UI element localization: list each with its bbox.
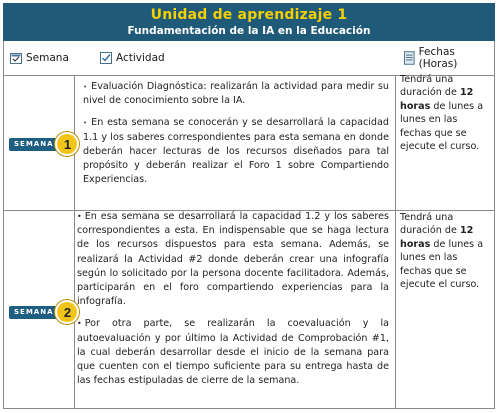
unit-subtitle: Fundamentación de la IA en la Educación <box>127 25 371 37</box>
list-item: • Por otra parte, se realizarán la coevaluación y la autoevaluación y por último la Actividad de Comprobación #1, la cual deberán desarrollar desde el inicio de la semana para que cuenten con el tiempo suficiente para su entrega hasta de las fechas estipuladas de cierre de la semana. <box>77 318 389 387</box>
activity-cell-week-1 <box>83 80 389 187</box>
bullet-icon: • <box>83 119 88 128</box>
activity-cell-week-2 <box>77 210 389 388</box>
week-badge-label: SEMANA <box>9 138 58 151</box>
bullet-icon: • <box>83 83 88 91</box>
checklist-icon <box>100 52 112 64</box>
week-badge-label: SEMANA <box>9 306 58 319</box>
week-badge-1 <box>9 132 79 156</box>
week-badge-number: 1 <box>55 132 79 156</box>
week-badge-number: 2 <box>55 300 79 324</box>
list-item: • Evaluación Diagnóstica: realizarán la actividad para medir su nivel de conocimiento sobre la IA. <box>83 81 389 107</box>
bullet-icon: • <box>77 212 82 221</box>
list-item: • En esa semana se desarrollará la capacidad 1.2 y los saberes correspondientes a esta. En indispensable que se haga lectura de los recursos dispuestos para esta semana. Además, se realizará la Actividad #2 donde deberán crear una infografía según lo solicitado por la persona docente facilitadora. Además, participarán en el foro compartiendo experiencias para la infografía. <box>77 211 389 308</box>
divider <box>74 75 75 409</box>
header-semana-label: Semana <box>26 52 69 64</box>
hours-value: 12 horas <box>400 87 474 112</box>
title-banner <box>3 3 495 41</box>
fecha-cell-week-2: Tendrá una duración de 12 horas de lunes a lunes en las fechas que se ejecute el curso. <box>400 212 484 291</box>
header-fechas-label: Fechas (Horas) <box>418 46 458 70</box>
document-icon <box>404 51 415 65</box>
divider <box>395 75 396 409</box>
unit-title: Unidad de aprendizaje 1 <box>150 7 348 23</box>
header-fechas <box>404 41 494 75</box>
calendar-icon <box>10 53 22 64</box>
header-actividad <box>100 41 300 75</box>
header-semana <box>10 41 80 75</box>
bullet-icon: • <box>77 319 82 329</box>
week-badge-2 <box>9 300 79 324</box>
fecha-cell-week-1: Tendrá una duración de 12 horas de lunes a lunes en las fechas que se ejecute el curso. <box>400 74 484 153</box>
header-actividad-label: Actividad <box>116 52 165 64</box>
list-item: • En esta semana se conocerán y se desarrollará la capacidad 1.1 y los saberes correspondientes para esta semana en donde deberán hacer lecturas de los recursos diseñados para tal propósito y deberán realizar el Foro 1 sobre Compartiendo Experiencias. <box>83 117 389 186</box>
hours-value: 12 horas <box>400 225 474 250</box>
